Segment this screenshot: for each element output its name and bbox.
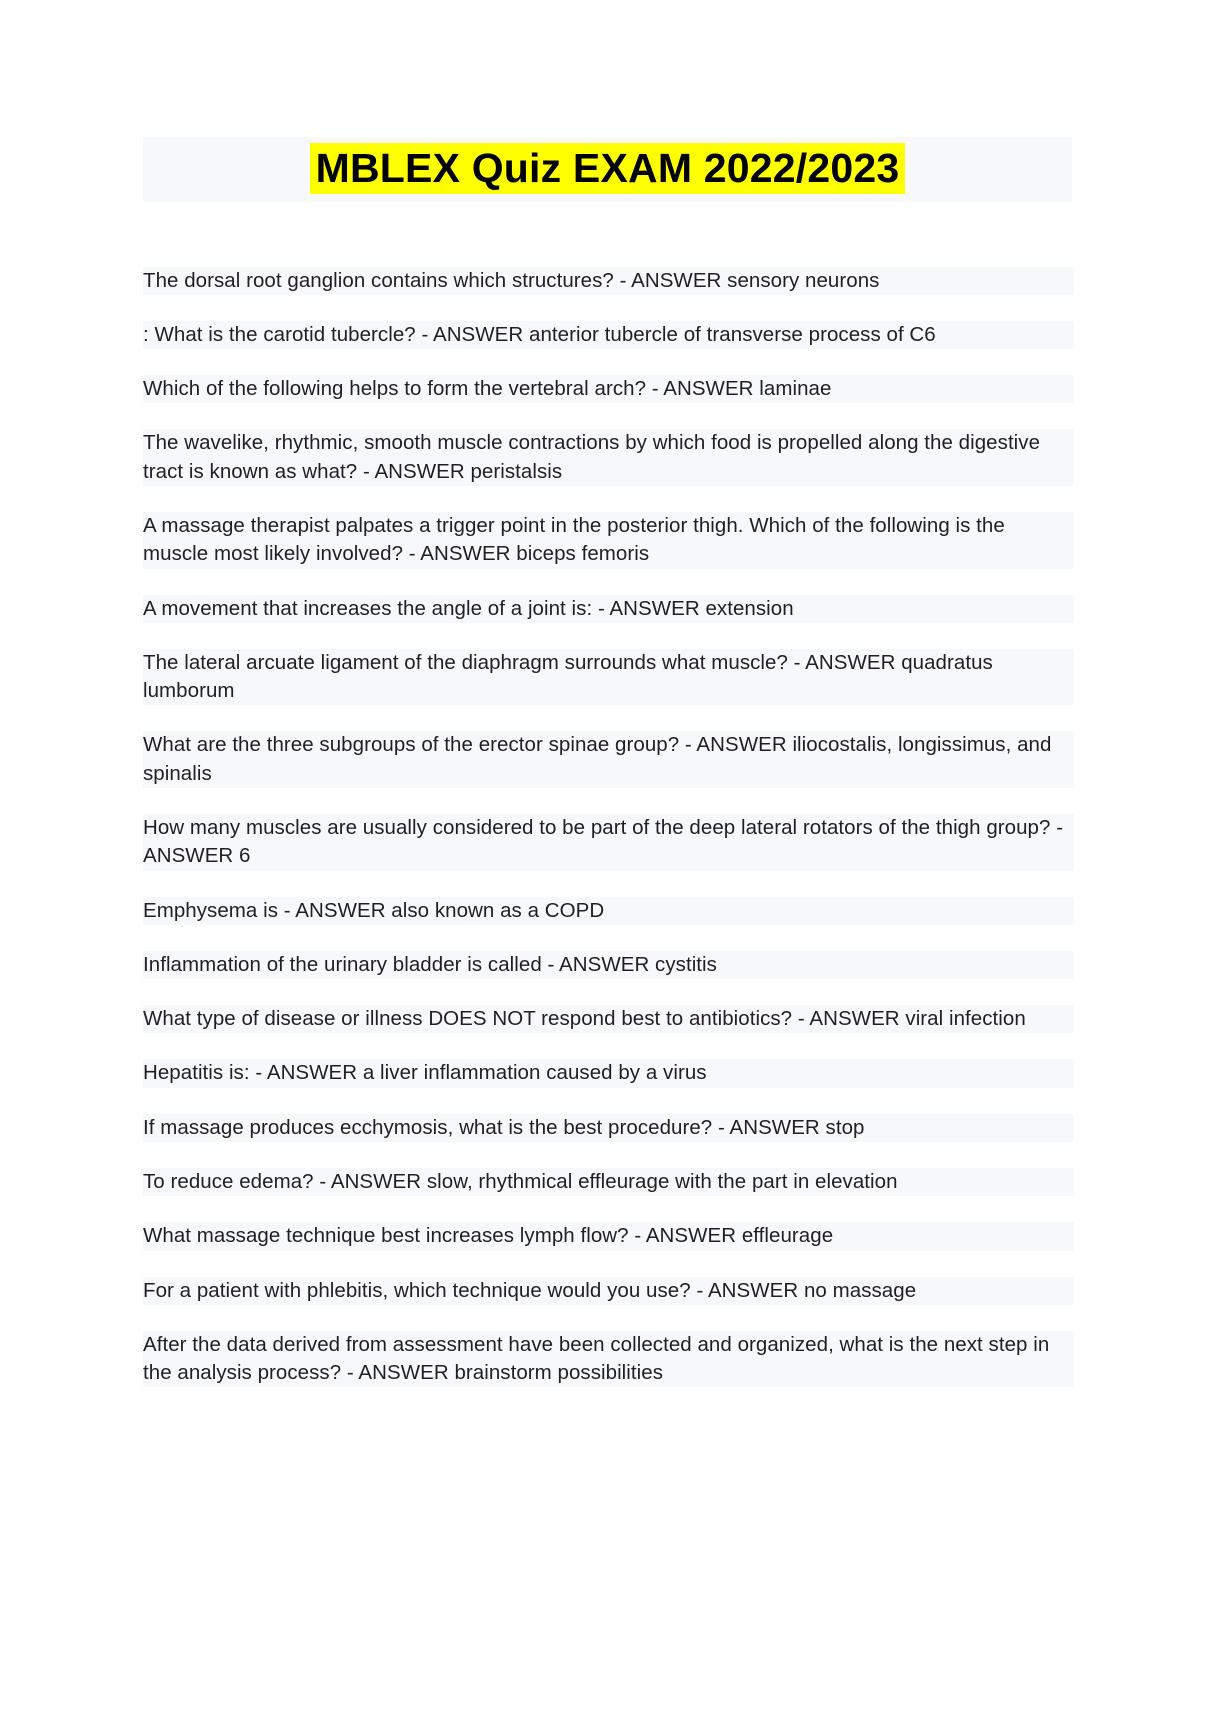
page-title: MBLEX Quiz EXAM 2022/2023 (310, 143, 906, 194)
list-item: To reduce edema? - ANSWER slow, rhythmical effleurage with the part in elevation (143, 1168, 1074, 1196)
list-item: The wavelike, rhythmic, smooth muscle contractions by which food is propelled along the digestive tract is known as what? - ANSWER peristalsis (143, 429, 1074, 486)
list-item: The lateral arcuate ligament of the diaphragm surrounds what muscle? - ANSWER quadratus lumborum (143, 649, 1074, 706)
list-item: : What is the carotid tubercle? - ANSWER anterior tubercle of transverse process of C6 (143, 321, 1074, 349)
list-item: For a patient with phlebitis, which technique would you use? - ANSWER no massage (143, 1277, 1074, 1305)
list-item: What massage technique best increases lymph flow? - ANSWER effleurage (143, 1222, 1074, 1250)
list-item: Emphysema is - ANSWER also known as a COPD (143, 897, 1074, 925)
list-item: Which of the following helps to form the vertebral arch? - ANSWER laminae (143, 375, 1074, 403)
list-item: The dorsal root ganglion contains which structures? - ANSWER sensory neurons (143, 267, 1074, 295)
list-item: How many muscles are usually considered to be part of the deep lateral rotators of the thigh group? - ANSWER 6 (143, 814, 1074, 871)
list-item: Inflammation of the urinary bladder is called - ANSWER cystitis (143, 951, 1074, 979)
document-page (0, 137, 1224, 1721)
list-item: Hepatitis is: - ANSWER a liver inflammation caused by a virus (143, 1059, 1074, 1087)
list-item: After the data derived from assessment have been collected and organized, what is the next step in the analysis process? - ANSWER brainstorm possibilities (143, 1331, 1074, 1388)
list-item: If massage produces ecchymosis, what is the best procedure? - ANSWER stop (143, 1114, 1074, 1142)
list-item: A movement that increases the angle of a joint is: - ANSWER extension (143, 595, 1074, 623)
list-item: A massage therapist palpates a trigger point in the posterior thigh. Which of the following is the muscle most likely involved? - ANSWER biceps femoris (143, 512, 1074, 569)
list-item: What are the three subgroups of the erector spinae group? - ANSWER iliocostalis, longissimus, and spinalis (143, 731, 1074, 788)
qa-list (143, 202, 1074, 1387)
document-title-block (143, 137, 1072, 202)
list-item: What type of disease or illness DOES NOT respond best to antibiotics? - ANSWER viral infection (143, 1005, 1074, 1033)
